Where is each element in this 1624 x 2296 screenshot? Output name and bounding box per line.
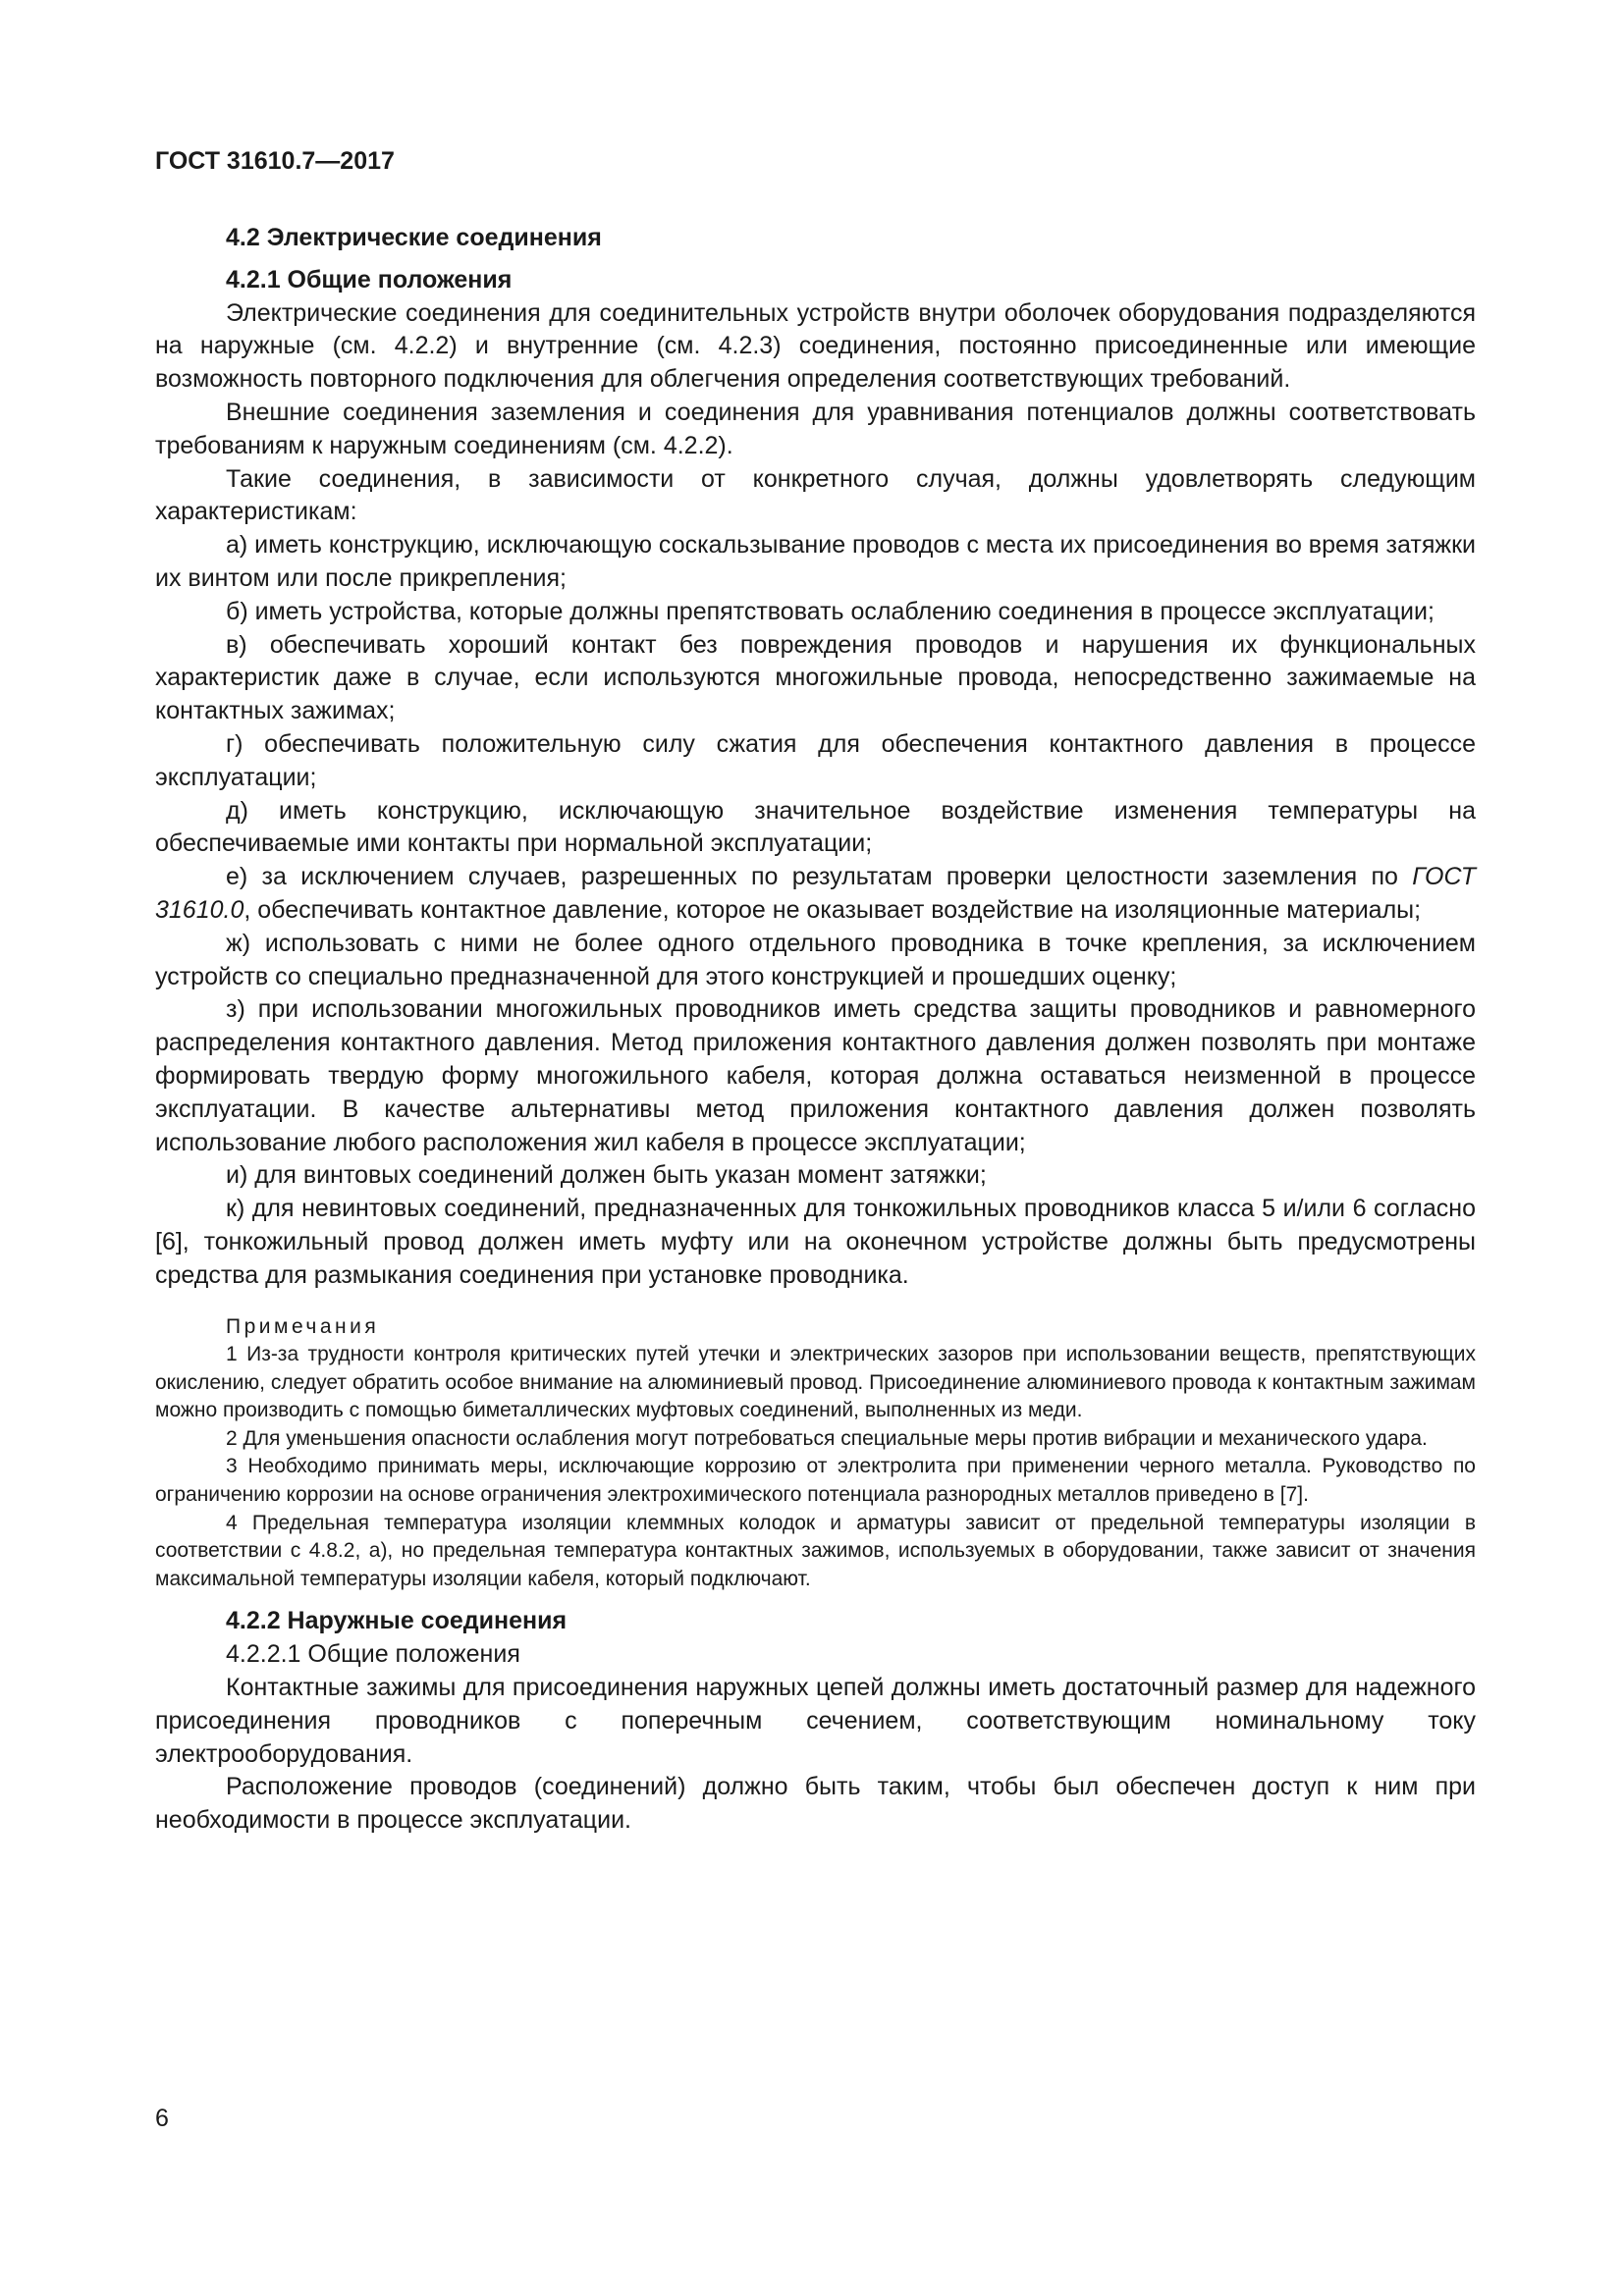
section-4-2-2-heading: 4.2.2 Наружные соединения bbox=[226, 1607, 568, 1635]
note-4: 4 Предельная температура изоляции клеммных колодок и арматуры зависит от предельной температуры изоляции в соответствии с 4.8.2, а), но предельная температура контактных зажимов, используемых в оборудовании, также зависит от значения максимальной температуры изоляции кабеля, который подключают. bbox=[155, 1511, 1476, 1590]
page-number: 6 bbox=[155, 2105, 169, 2132]
paragraph-terminals: Контактные зажимы для присоединения наружных цепей должны иметь достаточный размер для надежного присоединения проводников с поперечным сечением, соответствующим номинальному току электрооборудования. bbox=[155, 1674, 1476, 1768]
paragraph-intro: Электрические соединения для соединительных устройств внутри оболочек оборудования подразделяются на наружные (см. 4.2.2) и внутренние (см. 4.2.3) соединения, постоянно присоединенные или имеющие возможность повторного подключения для облегчения определения соответствующих требований. bbox=[155, 298, 1476, 394]
paragraph-grounding: Внешние соединения заземления и соединения для уравнивания потенциалов должны соответствовать требованиям к наружным соединениям (см. 4.2.2). bbox=[155, 398, 1476, 459]
list-item-g: г) обеспечивать положительную силу сжатия для обеспечения контактного давления в процессе эксплуатации; bbox=[155, 729, 1476, 791]
note-3: 3 Необходимо принимать меры, исключающие коррозию от электролита при применении черного металла. Руководство по ограничению коррозии на основе ограничения электрохимического потенциала разнородных металлов приведено в [7]. bbox=[155, 1455, 1476, 1507]
notes-title: Примечания bbox=[226, 1314, 380, 1338]
paragraph-characteristics: Такие соединения, в зависимости от конкретного случая, должны удовлетворять следующим характеристикам: bbox=[155, 464, 1476, 526]
list-item-zh: ж) использовать с ними не более одного отдельного проводника в точке крепления, за исключением устройств со специально предназначенной для этого конструкцией и прошедших оценку; bbox=[155, 929, 1476, 990]
section-4-2-2-1-heading: 4.2.2.1 Общие положения bbox=[226, 1640, 520, 1669]
list-item-i: и) для винтовых соединений должен быть указан момент затяжки; bbox=[226, 1161, 987, 1190]
paragraph-wire-access: Расположение проводов (соединений) должно быть таким, чтобы был обеспечен доступ к ним при необходимости в процессе эксплуатации. bbox=[155, 1773, 1476, 1835]
list-item-e-text-after: , обеспечивать контактное давление, которое не оказывает воздействие на изоляционные материалы; bbox=[244, 895, 1422, 924]
document-code: ГОСТ 31610.7—2017 bbox=[155, 147, 395, 175]
section-4-2-heading: 4.2 Электрические соединения bbox=[226, 224, 602, 251]
section-4-2-1-heading: 4.2.1 Общие положения bbox=[226, 265, 513, 294]
note-1: 1 Из-за трудности контроля критических путей утечки и электрических зазоров при использовании веществ, препятствующих окислению, следует обратить особое внимание на алюминиевый провод. Присоединение алюминиевого провода к контактным зажимам можно производить с помощью биметаллических муфтовых соединений, выполненных из меди. bbox=[155, 1343, 1476, 1422]
standard-reference: ГОСТ 31610.0 bbox=[155, 863, 1476, 924]
list-item-v: в) обеспечивать хороший контакт без повреждения проводов и нарушения их функциональных характеристик даже в случае, если используются многожильные провода, непосредственно зажимаемые на контактных зажимах; bbox=[155, 630, 1476, 725]
note-2: 2 Для уменьшения опасности ослабления могут потребоваться специальные меры против вибрации и механического удара. bbox=[226, 1426, 1428, 1450]
list-item-d: д) иметь конструкцию, исключающую значительное воздействие изменения температуры на обеспечиваемые ими контакты при нормальной эксплуатации; bbox=[155, 796, 1476, 858]
list-item-b: б) иметь устройства, которые должны препятствовать ослаблению соединения в процессе эксплуатации; bbox=[226, 597, 1435, 625]
list-item-z: з) при использовании многожильных проводников иметь средства защиты проводников и равномерного распределения контактного давления. Метод приложения контактного давления должен позволять при монтаже формировать твердую форму многожильного кабеля, которая должна оставаться неизменной в процессе эксплуатации. В качестве альтернативы метод приложения контактного давления должен позволять использование любого расположения жил кабеля в процессе эксплуатации; bbox=[155, 995, 1476, 1156]
list-item-k: к) для невинтовых соединений, предназначенных для тонкожильных проводников класса 5 и/или 6 согласно [6], тонкожильный провод должен иметь муфту или на оконечном устройстве должны быть предусмотрены средства для размыкания соединения при установке проводника. bbox=[155, 1195, 1476, 1289]
list-item-e-text-before: е) за исключением случаев, разрешенных по результатам проверки целостности заземления по bbox=[226, 863, 1413, 891]
list-item-a: а) иметь конструкцию, исключающую соскальзывание проводов с места их присоединения во время затяжки их винтом или после прикрепления; bbox=[155, 531, 1476, 592]
notes-block bbox=[155, 1313, 1476, 1594]
list-item-e bbox=[155, 861, 1476, 928]
page-content bbox=[155, 222, 1476, 1838]
